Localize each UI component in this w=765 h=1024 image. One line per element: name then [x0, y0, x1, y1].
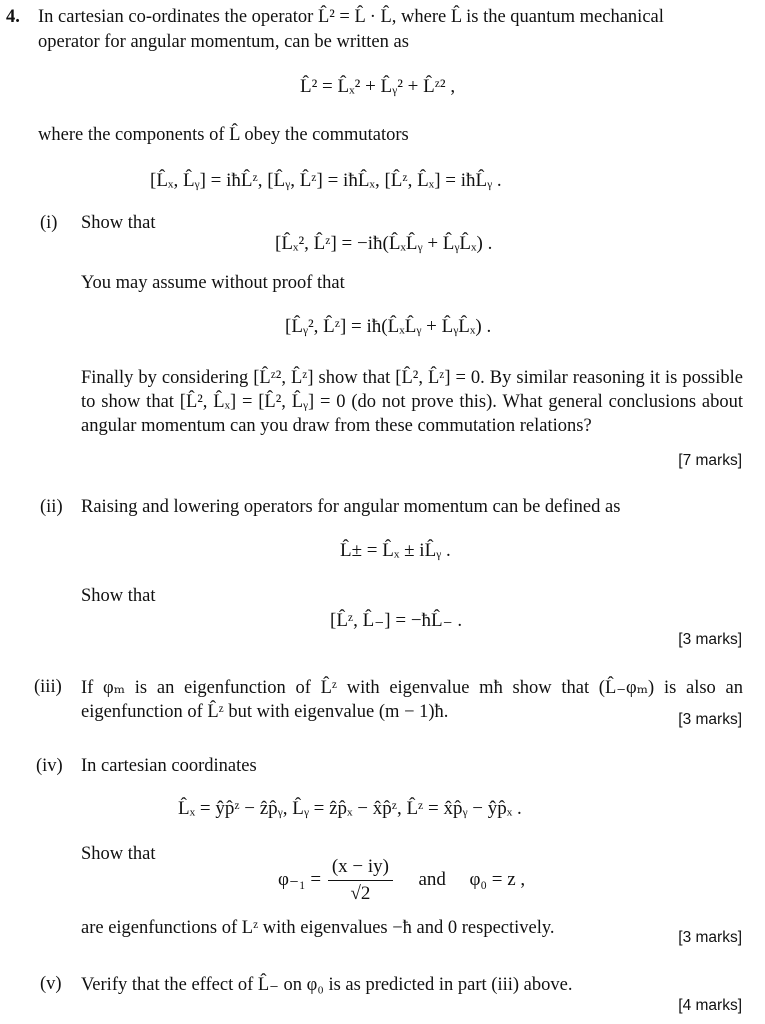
part-i-label: (i)	[40, 213, 58, 233]
part-iii-label: (iii)	[34, 677, 62, 697]
part-i-assume: You may assume without proof that	[81, 273, 345, 293]
intro-line-1: In cartesian co-ordinates the operator L̂² = L̂ · L̂, where L̂ is the quantum mechanical	[38, 7, 664, 27]
phi-minus-one-lhs: φ₋₁ =	[278, 868, 322, 890]
part-v-label: (v)	[40, 974, 62, 994]
part-iii-text: If φₘ is an eigenfunction of L̂ᶻ with eigenvalue mħ show that (L̂₋φₘ) is also an eigenfunction of L̂ᶻ but with eigenvalue (m − 1)ħ.	[81, 678, 743, 722]
and-word: and	[418, 868, 446, 890]
equation-part-i-show: [L̂ₓ², L̂ᶻ] = −iħ(L̂ₓL̂ᵧ + L̂ᵧL̂ₓ) .	[275, 233, 493, 254]
equation-eigenfunctions	[278, 856, 525, 905]
part-ii-prompt: Show that	[81, 586, 156, 606]
equation-commutators: [L̂ₓ, L̂ᵧ] = iħL̂ᶻ, [L̂ᵧ, L̂ᶻ] = iħL̂ₓ, [L̂ᶻ, L̂ₓ] = iħL̂ᵧ .	[150, 170, 502, 191]
equation-part-i-assume: [L̂ᵧ², L̂ᶻ] = iħ(L̂ₓL̂ᵧ + L̂ᵧL̂ₓ) .	[285, 316, 492, 337]
part-ii-text: Raising and lowering operators for angular momentum can be defined as	[81, 497, 621, 517]
part-iv-conclusion: are eigenfunctions of Lᶻ with eigenvalues −ħ and 0 respectively.	[81, 918, 555, 938]
part-iv-marks: [3 marks]	[678, 929, 742, 946]
fraction-denominator: √2	[350, 883, 371, 904]
fraction-numerator: (x − iy)	[328, 856, 393, 881]
part-v-text: Verify that the effect of L̂₋ on φ₀ is as predicted in part (iii) above.	[81, 975, 573, 995]
part-i-final-text: Finally by considering [L̂ᶻ², L̂ᶻ] show that [L̂², L̂ᶻ] = 0. By similar reasoning it is possible to show that [L̂², L̂ₓ] = [L̂², L̂ᵧ] = 0 (do not prove this). What general conclusions about angular momentum can you draw from these commutation relations?	[81, 368, 743, 436]
part-i-marks: [7 marks]	[678, 452, 742, 469]
fraction	[328, 856, 393, 905]
equation-raising-lowering: L̂± = L̂ₓ ± iL̂ᵧ .	[340, 540, 451, 561]
intro-line-2: operator for angular momentum, can be written as	[38, 32, 409, 52]
part-iv-text: In cartesian coordinates	[81, 756, 257, 776]
part-iii-marks: [3 marks]	[678, 711, 742, 728]
equation-cartesian-components: L̂ₓ = ŷp̂ᶻ − ẑp̂ᵧ, L̂ᵧ = ẑp̂ₓ − x̂p̂ᶻ, L̂ᶻ = x̂p̂ᵧ − ŷp̂ₓ .	[178, 798, 522, 819]
commutator-intro: where the components of L̂ obey the commutators	[38, 125, 409, 145]
part-iv-prompt: Show that	[81, 844, 156, 864]
part-v-marks: [4 marks]	[678, 997, 742, 1014]
part-ii-marks: [3 marks]	[678, 631, 742, 648]
equation-l-squared-decomposition: L̂² = L̂ₓ² + L̂ᵧ² + L̂ᶻ² ,	[300, 76, 456, 97]
question-number: 4.	[6, 7, 20, 27]
equation-part-ii-show: [L̂ᶻ, L̂₋] = −ħL̂₋ .	[330, 610, 463, 631]
part-i-prompt: Show that	[81, 213, 156, 233]
part-iv-label: (iv)	[36, 756, 63, 776]
part-ii-label: (ii)	[40, 497, 63, 517]
phi-zero: φ₀ = z ,	[469, 868, 526, 890]
